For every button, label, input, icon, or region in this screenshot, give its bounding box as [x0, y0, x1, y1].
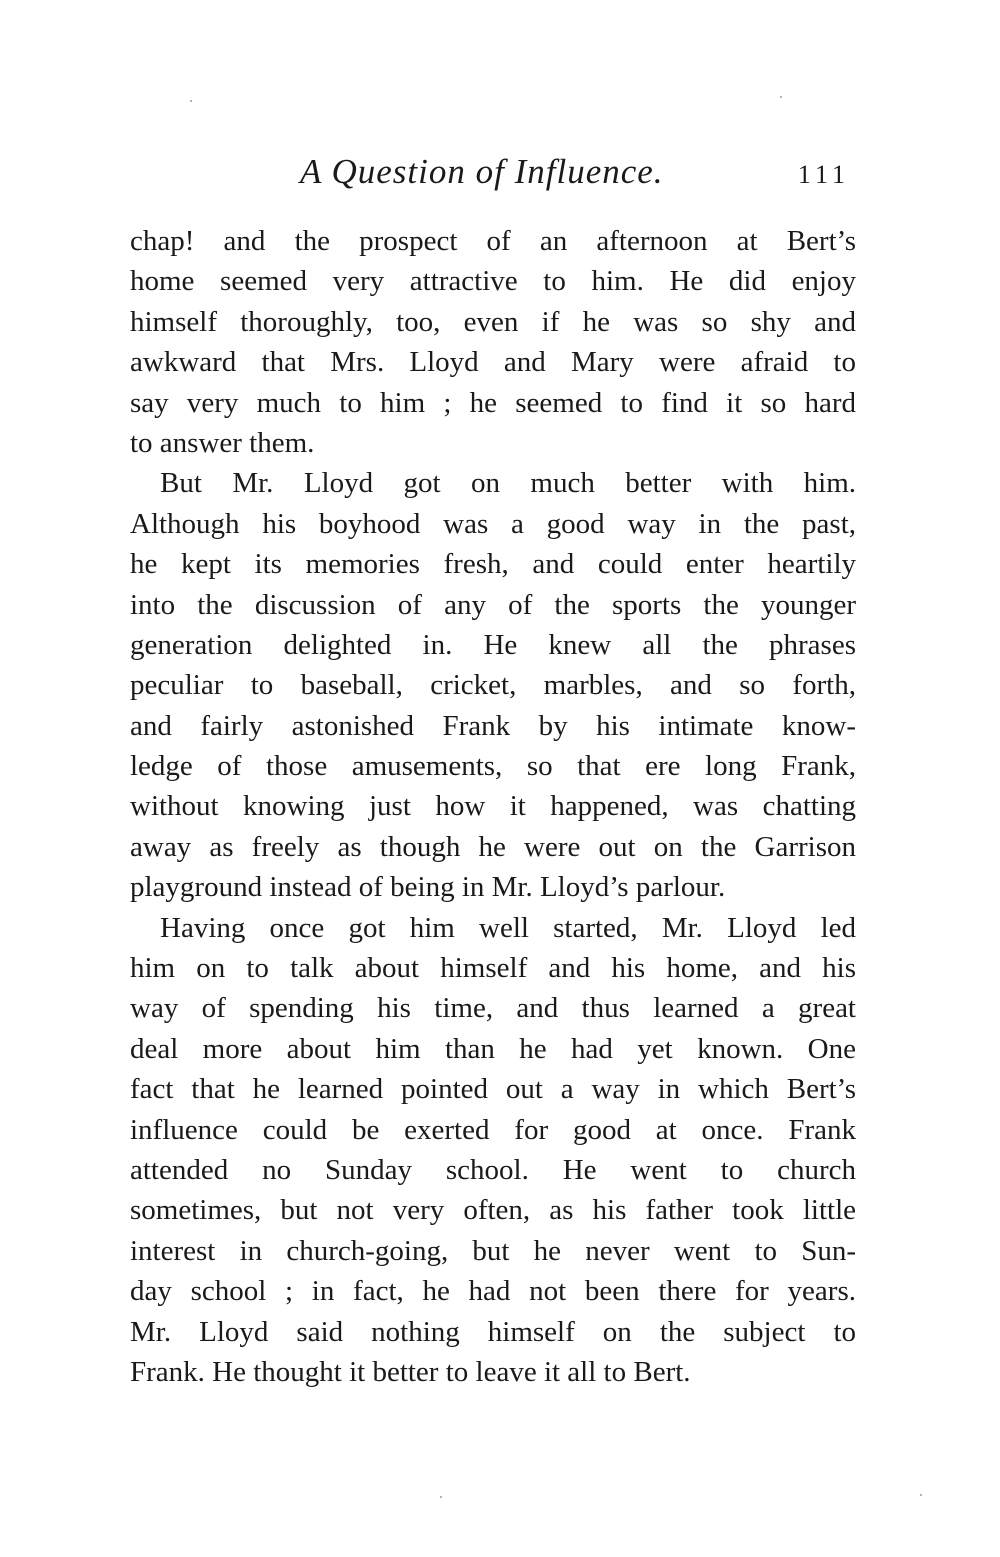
page-speck [190, 100, 192, 102]
running-head [130, 152, 856, 202]
paragraph [130, 908, 856, 1393]
text-line: Having once got him well started, Mr. Lloyd led [160, 911, 856, 944]
text-line: home seemed very attractive to him. He did enjoy [130, 265, 856, 298]
running-title: A Question of Influence. [300, 152, 664, 191]
text-line: away as freely as though he were out on the Garrison [130, 830, 856, 863]
text-line: awkward that Mrs. Lloyd and Mary were afraid to [130, 346, 856, 379]
text-line: deal more about him than he had yet known. One [130, 1032, 856, 1065]
text-line: interest in church-going, but he never went to Sun- [130, 1234, 856, 1267]
paragraph [130, 221, 856, 463]
text-line: way of spending his time, and thus learned a great [130, 992, 856, 1025]
page-number: 111 [797, 160, 850, 189]
text-line: to answer them. [130, 426, 315, 459]
page-speck [440, 1496, 442, 1498]
text-line: and fairly astonished Frank by his intimate know- [130, 709, 856, 742]
text-line: ledge of those amusements, so that ere long Frank, [130, 750, 856, 783]
text-line: influence could be exerted for good at once. Frank [130, 1113, 856, 1146]
page-speck [920, 1494, 922, 1496]
text-line: attended no Sunday school. He went to church [130, 1153, 856, 1186]
text-line: day school ; in fact, he had not been there for years. [130, 1275, 856, 1308]
text-line: fact that he learned pointed out a way in which Bert’s [130, 1073, 856, 1106]
text-line: into the discussion of any of the sports the younger [130, 588, 856, 621]
text-line: say very much to him ; he seemed to find it so hard [130, 386, 856, 419]
text-line: without knowing just how it happened, was chatting [130, 790, 856, 823]
text-line: himself thoroughly, too, even if he was so shy and [130, 305, 856, 338]
text-line: he kept its memories fresh, and could enter heartily [130, 548, 856, 581]
text-line: peculiar to baseball, cricket, marbles, and so forth, [130, 669, 856, 702]
text-line: him on to talk about himself and his home, and his [130, 952, 856, 985]
paragraph [130, 463, 856, 907]
text-line: chap! and the prospect of an afternoon at Bert’s [130, 225, 856, 257]
body-text [130, 221, 856, 1392]
text-line: But Mr. Lloyd got on much better with him. [160, 467, 856, 500]
text-line: Frank. He thought it better to leave it all to Bert. [130, 1355, 691, 1388]
text-line: generation delighted in. He knew all the phrases [130, 628, 856, 661]
text-line: playground instead of being in Mr. Lloyd’s parlour. [130, 871, 726, 904]
text-line: Although his boyhood was a good way in the past, [130, 507, 856, 540]
text-line: sometimes, but not very often, as his father took little [130, 1194, 856, 1227]
page-speck [780, 96, 782, 98]
text-line: Mr. Lloyd said nothing himself on the subject to [130, 1315, 856, 1348]
